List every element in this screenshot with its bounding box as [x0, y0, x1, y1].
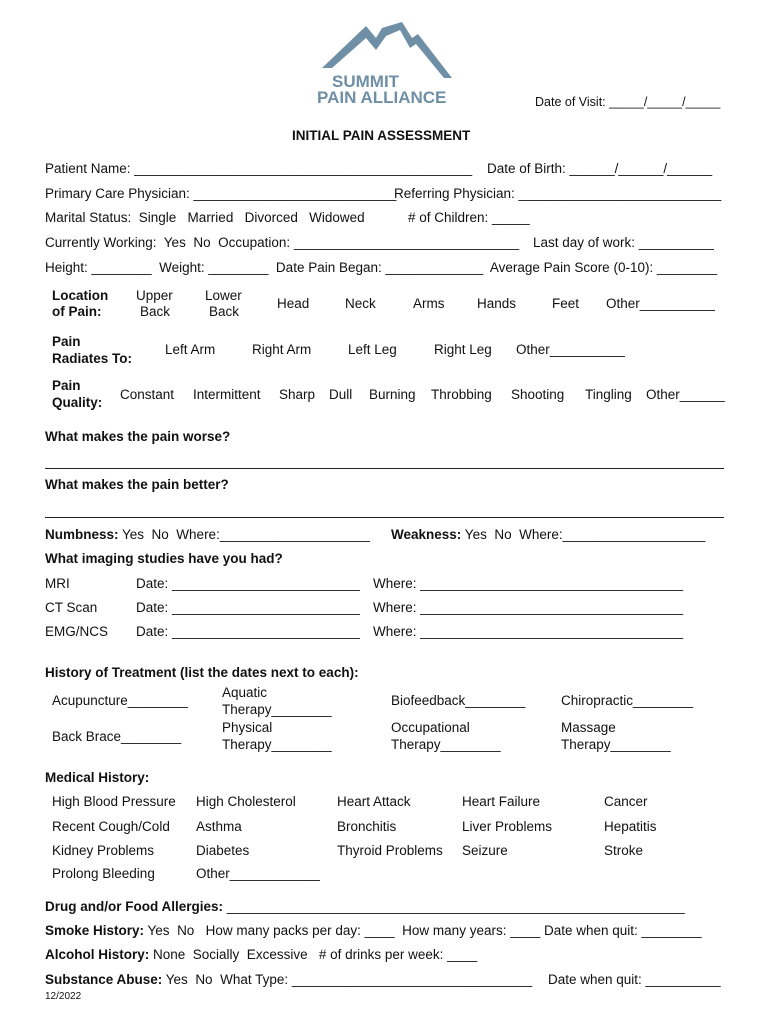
pcp-field[interactable]: Primary Care Physician: ___________________________	[45, 186, 397, 201]
quality-other[interactable]: Other______	[646, 387, 725, 402]
upper-back-option-2[interactable]: Back	[140, 304, 171, 319]
treatment-acupuncture[interactable]: Acupuncture________	[52, 693, 188, 708]
quality-constant[interactable]: Constant	[120, 387, 175, 402]
allergies-text[interactable]: _____________________________________________________________	[223, 899, 685, 914]
imaging-mri-date[interactable]: Date: _________________________	[136, 576, 360, 591]
radiates-label-2: Radiates To:	[52, 351, 133, 366]
alcohol-label: Alcohol History:	[45, 947, 150, 962]
imaging-ct-where[interactable]: Where: ___________________________________	[373, 600, 684, 615]
alcohol-field[interactable]	[45, 947, 477, 962]
numbness-label: Numbness:	[45, 527, 119, 542]
medical-heading: Medical History:	[45, 770, 150, 785]
medical-item[interactable]: Cancer	[604, 794, 648, 809]
location-label-2: of Pain:	[52, 304, 102, 319]
medical-item[interactable]: Seizure	[462, 843, 508, 858]
radiates-other[interactable]: Other__________	[516, 342, 625, 357]
radiates-left-leg[interactable]: Left Leg	[348, 342, 397, 357]
numbness-text[interactable]: Yes No Where:____________________	[118, 527, 370, 542]
worse-question: What makes the pain worse?	[45, 429, 231, 444]
summit-logo	[316, 16, 456, 112]
treatment-physical[interactable]: Physical	[222, 720, 273, 735]
imaging-heading: What imaging studies have you had?	[45, 551, 283, 566]
height-weight-line[interactable]: Height: ________ Weight: ________ Date Pain Began: _____________ Average Pain Score (0-10): ________	[45, 260, 718, 275]
location-other[interactable]: Other__________	[606, 296, 715, 311]
location-hands[interactable]: Hands	[477, 296, 517, 311]
weakness-label: Weakness:	[391, 527, 462, 542]
last-day-field[interactable]: Last day of work: __________	[533, 235, 714, 250]
allergies-label: Drug and/or Food Allergies:	[45, 899, 224, 914]
location-head[interactable]: Head	[277, 296, 310, 311]
medical-item[interactable]: Thyroid Problems	[337, 843, 443, 858]
treatment-occupational-2[interactable]: Therapy________	[391, 737, 501, 752]
children-field[interactable]: # of Children: _____	[408, 210, 530, 225]
medical-item[interactable]: Stroke	[604, 843, 644, 858]
marital-status[interactable]: Marital Status: Single Married Divorced Widowed	[45, 210, 365, 225]
worse-answer-line[interactable]	[45, 468, 724, 469]
quality-tingling[interactable]: Tingling	[585, 387, 632, 402]
upper-back-option[interactable]: Upper	[136, 288, 173, 303]
weakness-text[interactable]: Yes No Where:___________________	[461, 527, 706, 542]
form-title: INITIAL PAIN ASSESSMENT	[292, 128, 471, 143]
quality-label-2: Quality:	[52, 395, 103, 410]
substance-label: Substance Abuse:	[45, 972, 163, 987]
radiates-right-leg[interactable]: Right Leg	[434, 342, 492, 357]
better-answer-line[interactable]	[45, 517, 724, 518]
better-question: What makes the pain better?	[45, 477, 229, 492]
smoke-label: Smoke History:	[45, 923, 145, 938]
radiates-label: Pain	[52, 334, 81, 349]
treatment-occupational[interactable]: Occupational	[391, 720, 470, 735]
quality-dull[interactable]: Dull	[329, 387, 353, 402]
numbness-field[interactable]	[45, 527, 370, 542]
imaging-emg-date[interactable]: Date: _________________________	[136, 624, 360, 639]
allergies-field[interactable]	[45, 899, 685, 914]
medical-item[interactable]: Bronchitis	[337, 819, 397, 834]
medical-item[interactable]: Other____________	[196, 866, 320, 881]
medical-item[interactable]: Hepatitis	[604, 819, 657, 834]
treatment-physical-2[interactable]: Therapy________	[222, 737, 332, 752]
medical-item[interactable]: Heart Attack	[337, 794, 411, 809]
imaging-ct: CT Scan	[45, 600, 98, 615]
date-of-visit[interactable]: Date of Visit: _____/_____/_____	[535, 95, 721, 109]
quality-shooting[interactable]: Shooting	[511, 387, 565, 402]
treatment-aquatic-2[interactable]: Therapy________	[222, 702, 332, 717]
medical-item[interactable]: Heart Failure	[462, 794, 541, 809]
substance-field[interactable]	[45, 972, 532, 987]
treatment-biofeedback[interactable]: Biofeedback________	[391, 693, 526, 708]
medical-item[interactable]: Asthma	[196, 819, 242, 834]
location-arms[interactable]: Arms	[413, 296, 445, 311]
quality-intermittent[interactable]: Intermittent	[193, 387, 261, 402]
substance-text[interactable]: Yes No What Type: ________________________________	[162, 972, 533, 987]
treatment-heading: History of Treatment (list the dates next to each):	[45, 665, 359, 680]
lower-back-option[interactable]: Lower	[205, 288, 242, 303]
imaging-ct-date[interactable]: Date: _________________________	[136, 600, 360, 615]
imaging-emg: EMG/NCS	[45, 624, 109, 639]
radiates-left-arm[interactable]: Left Arm	[165, 342, 216, 357]
imaging-emg-where[interactable]: Where: ___________________________________	[373, 624, 684, 639]
treatment-chiropractic[interactable]: Chiropractic________	[561, 693, 694, 708]
substance-quit-field[interactable]: Date when quit: __________	[548, 972, 721, 987]
medical-item[interactable]: High Cholesterol	[196, 794, 296, 809]
treatment-aquatic[interactable]: Aquatic	[222, 685, 268, 700]
location-feet[interactable]: Feet	[552, 296, 580, 311]
quality-sharp[interactable]: Sharp	[279, 387, 316, 402]
weakness-field[interactable]	[391, 527, 705, 542]
smoke-text[interactable]: Yes No How many packs per day: ____ How many years: ____ Date when quit: ________	[144, 923, 702, 938]
radiates-right-arm[interactable]: Right Arm	[252, 342, 312, 357]
quality-throbbing[interactable]: Throbbing	[431, 387, 492, 402]
patient-name-field[interactable]: Patient Name: _____________________________________________	[45, 161, 473, 176]
medical-item[interactable]: Recent Cough/Cold	[52, 819, 170, 834]
treatment-massage[interactable]: Massage	[561, 720, 616, 735]
referring-field[interactable]: Referring Physician: ___________________________	[394, 186, 722, 201]
location-neck[interactable]: Neck	[345, 296, 376, 311]
medical-item[interactable]: Kidney Problems	[52, 843, 155, 858]
working-field[interactable]: Currently Working: Yes No Occupation: ______________________________	[45, 235, 520, 250]
quality-burning[interactable]: Burning	[369, 387, 416, 402]
medical-item[interactable]: High Blood Pressure	[52, 794, 176, 809]
medical-item[interactable]: Prolong Bleeding	[52, 866, 155, 881]
medical-item[interactable]: Diabetes	[196, 843, 250, 858]
location-label: Location	[52, 288, 109, 303]
logo-line-2: PAIN ALLIANCE	[317, 88, 447, 107]
dob-field[interactable]: Date of Birth: ______/______/______	[487, 161, 713, 176]
smoke-field[interactable]	[45, 923, 702, 938]
quality-label: Pain	[52, 378, 81, 393]
logo-line-1: SUMMIT	[332, 72, 400, 91]
treatment-massage-2[interactable]: Therapy________	[561, 737, 671, 752]
alcohol-text[interactable]: None Socially Excessive # of drinks per week: ____	[149, 947, 478, 962]
imaging-mri: MRI	[45, 576, 70, 591]
medical-item[interactable]: Liver Problems	[462, 819, 553, 834]
treatment-back-brace[interactable]: Back Brace________	[52, 729, 182, 744]
footer-date: 12/2022	[45, 991, 82, 1002]
imaging-mri-where[interactable]: Where: ___________________________________	[373, 576, 684, 591]
lower-back-option-2[interactable]: Back	[209, 304, 240, 319]
